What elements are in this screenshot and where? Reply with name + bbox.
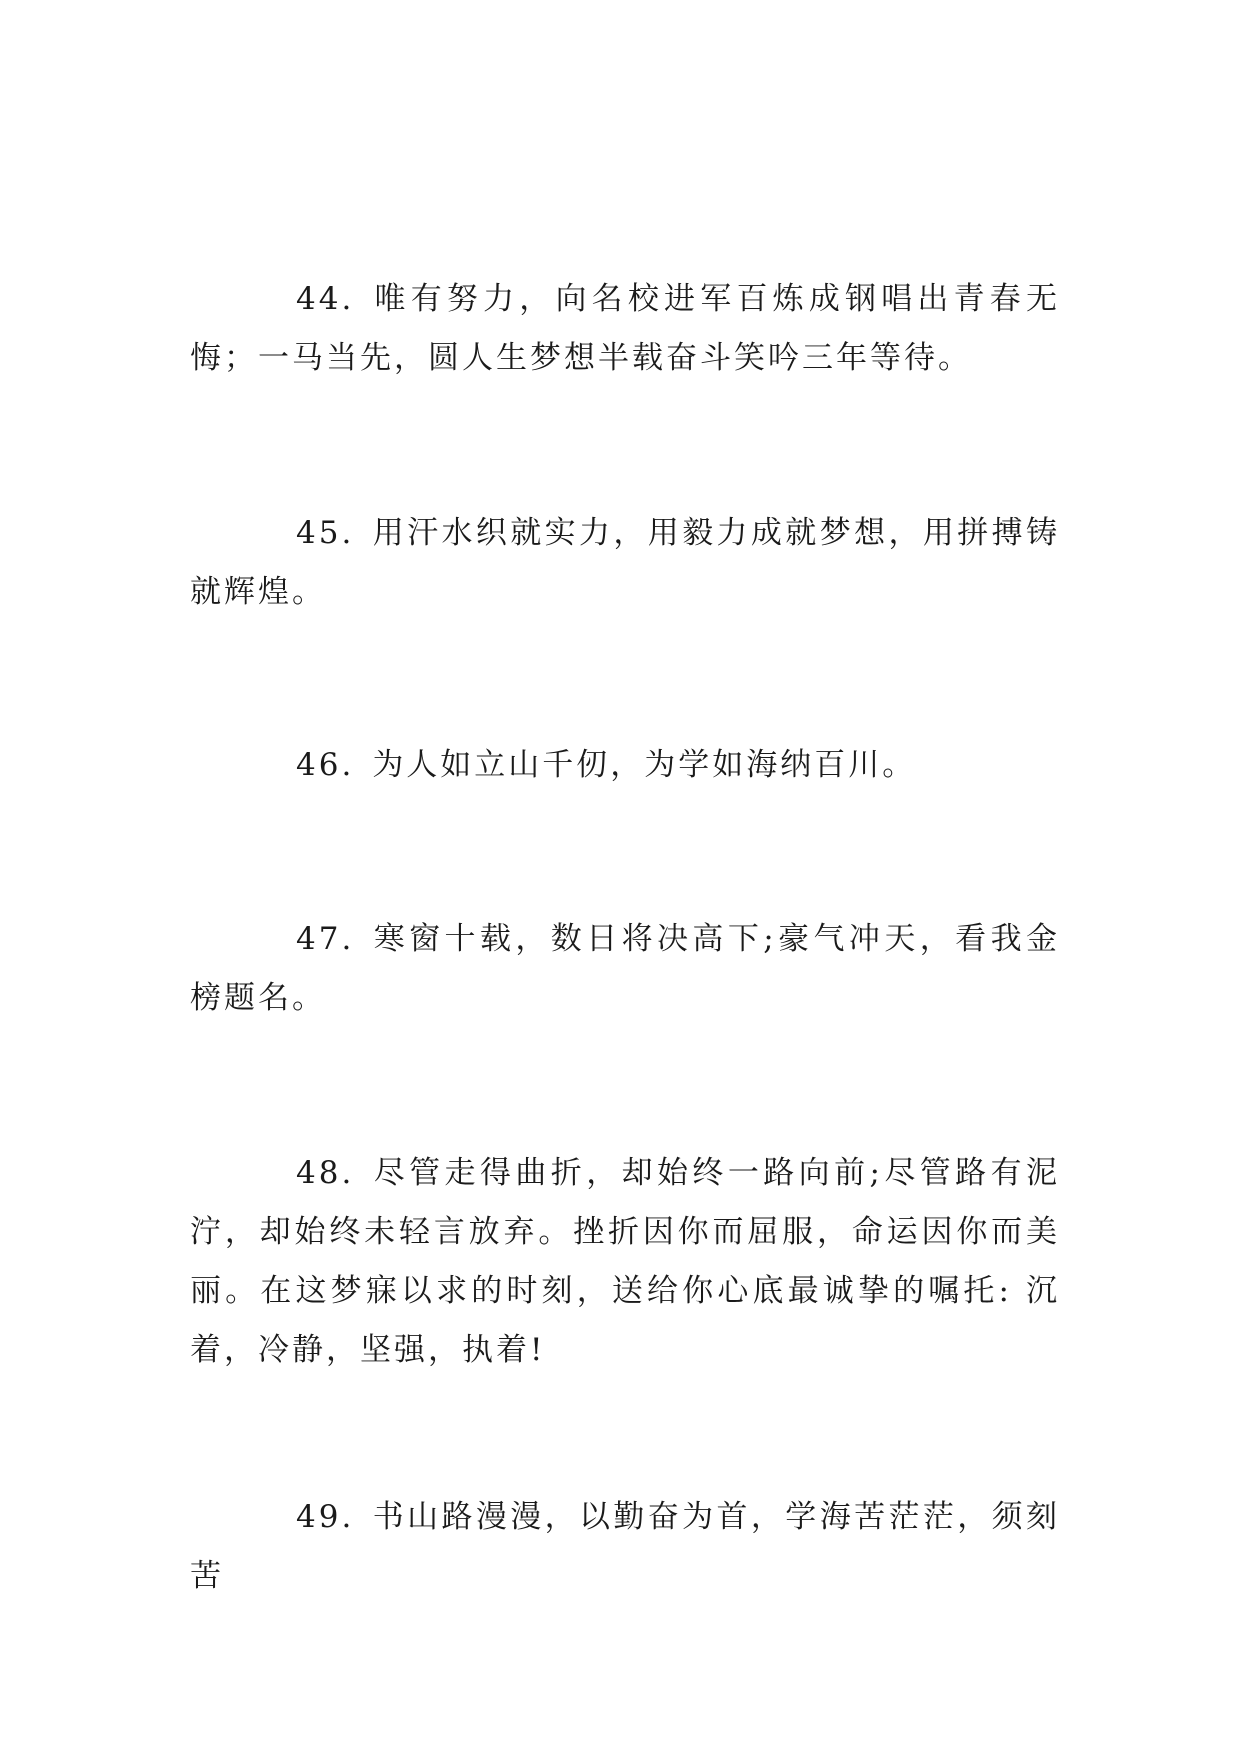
paragraph-49	[190, 1488, 1060, 1606]
paragraph-48	[190, 1144, 1060, 1380]
paragraph-44	[190, 270, 1060, 388]
paragraph-text: 用汗水织就实力，用毅力成就梦想，用拼搏铸就辉煌。	[190, 515, 1060, 610]
paragraph-text: 寒窗十载，数日将决高下;豪气冲天，看我金榜题名。	[190, 921, 1060, 1016]
paragraph-46	[190, 736, 1060, 795]
paragraph-number: 47.	[296, 921, 355, 957]
paragraph-number: 44.	[296, 281, 355, 317]
paragraph-45	[190, 504, 1060, 622]
paragraph-number: 48.	[296, 1155, 355, 1191]
paragraph-47	[190, 910, 1060, 1028]
paragraph-text: 书山路漫漫，以勤奋为首，学海苦茫茫，须刻苦	[190, 1499, 1060, 1594]
paragraph-number: 45.	[296, 515, 355, 551]
paragraph-text: 为人如立山千仞，为学如海纳百川。	[372, 747, 917, 783]
paragraph-number: 46.	[296, 747, 355, 783]
paragraph-number: 49.	[296, 1499, 355, 1535]
paragraph-text: 尽管走得曲折，却始终一路向前;尽管路有泥泞，却始终未轻言放弃。挫折因你而屈服，命运因你而美丽。在这梦寐以求的时刻，送给你心底最诚挚的嘱托: 沉着，冷静，坚强，执着!	[190, 1155, 1060, 1368]
paragraph-text: 唯有努力，向名校进军百炼成钢唱出青春无悔；一马当先，圆人生梦想半载奋斗笑吟三年等待。	[190, 281, 1060, 376]
